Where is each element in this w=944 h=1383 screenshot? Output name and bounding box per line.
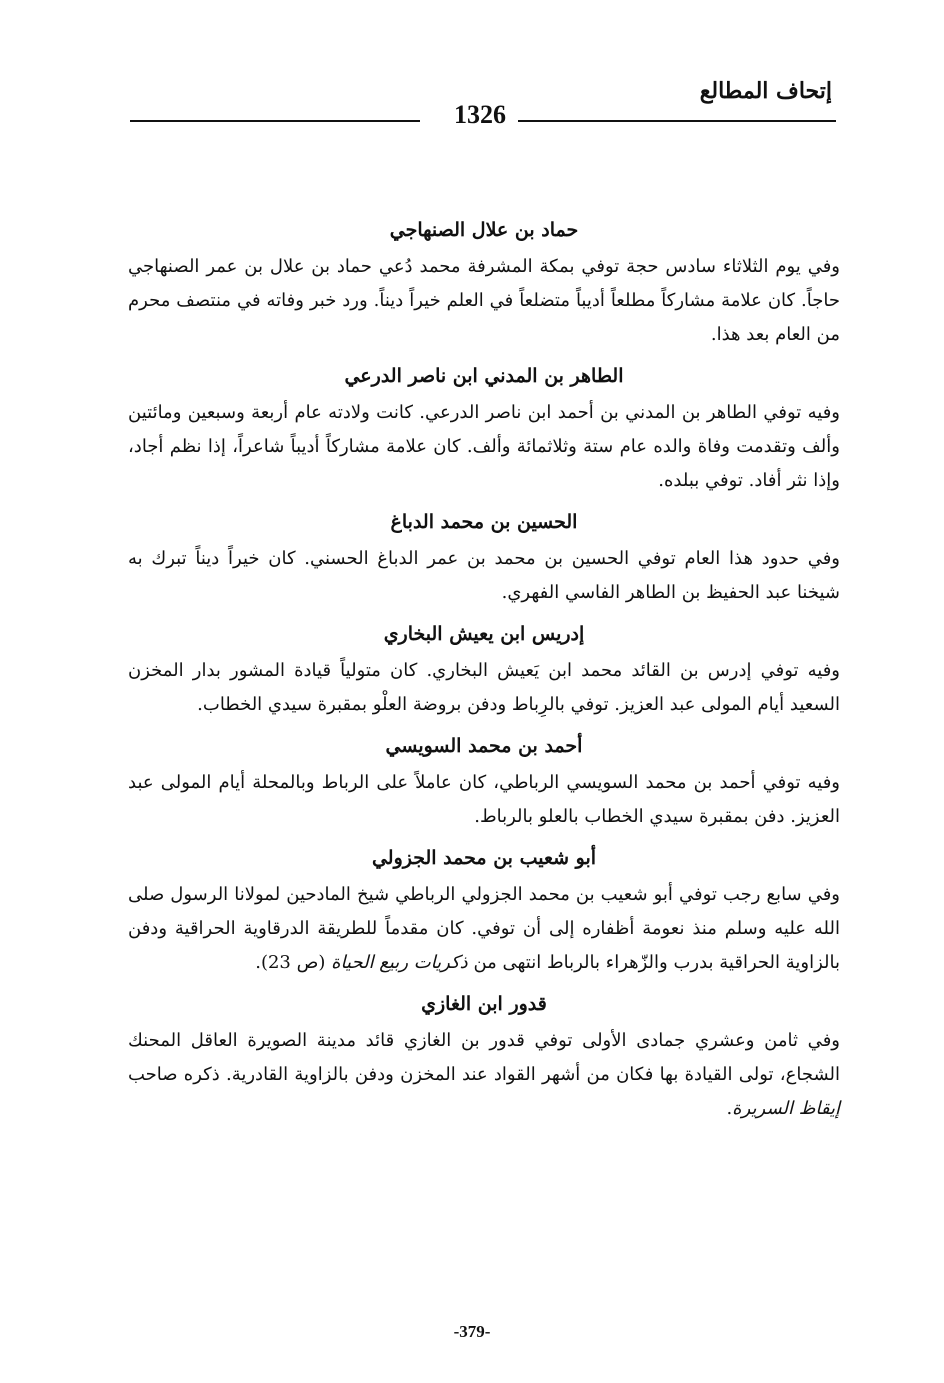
entry-abu-shuayb bbox=[128, 838, 840, 980]
entry-qaddur bbox=[128, 984, 840, 1126]
cited-book-title: ذكريات ربيع الحياة bbox=[331, 952, 468, 973]
entry-body-tail: . bbox=[726, 1098, 733, 1119]
entry-body: وفيه توفي أحمد بن محمد السويسي الرباطي، كان عاملاً على الرباط وبالمحلة أيام المولى عبد العزيز. دفن بمقبرة سيدي الخطاب بالعلو بالرباط. bbox=[128, 772, 840, 827]
entry-body bbox=[128, 878, 840, 980]
entry-title: أحمد بن محمد السويسي bbox=[385, 735, 583, 757]
year-heading-row bbox=[130, 100, 836, 130]
entry-body: وفيه توفي إدرس بن القائد محمد ابن يَعيش البخاري. كان متولياً قيادة المشور بدار المخزن السعيد أيام المولى عبد العزيز. توفي بالرِباط ودفن بروضة العلْو بمقبرة سيدي الخطاب. bbox=[128, 660, 840, 715]
entry-idris bbox=[128, 614, 840, 722]
heading-rule-right bbox=[518, 120, 836, 122]
entry-title: الحسين بن محمد الدباغ bbox=[390, 511, 578, 533]
heading-rule-left bbox=[130, 120, 420, 122]
page-content bbox=[128, 210, 840, 1130]
entry-hammad bbox=[128, 210, 840, 352]
entry-title: إدريس ابن يعيش البخاري bbox=[383, 623, 585, 645]
entry-body bbox=[128, 1024, 840, 1126]
running-head: إتحاف المطالع bbox=[699, 78, 832, 104]
entry-body-text: وفي سابع رجب توفي أبو شعيب بن محمد الجزولي الرباطي شيخ المادحين لمولانا الرسول صلى الله عليه وسلم منذ نعومة أظفاره إلى أن توفي. كان مقدماً للطريقة الدرقاوية الحراقية ودفن بالزاوية الحراقية بدرب والزّهراء بالرباط انتهى من bbox=[128, 884, 840, 973]
cited-book-title: إيقاظ السريرة bbox=[732, 1098, 840, 1119]
page-number: -379- bbox=[453, 1322, 491, 1341]
entry-body: وفي يوم الثلاثاء سادس حجة توفي بمكة المشرفة محمد دُعي حماد بن علال بن عمر الصنهاجي حاجاً. كان علامة مشاركاً مطلعاً أديباً متضلعاً في العلم خيراً ديناً. ورد خبر وفاته في منتصف محرم من العام بعد هذا. bbox=[128, 256, 840, 345]
entry-tahir bbox=[128, 356, 840, 498]
entry-body: وفيه توفي الطاهر بن المدني بن أحمد ابن ناصر الدرعي. كانت ولادته عام أربعة وسبعين ومائتين وألف وتقدمت وفاة والده عام ستة وثلاثمائة وألف. كان علامة مشاركاً أديباً شاعراً، إذا نظم أجاد، وإذا نثر أفاد. توفي ببلده. bbox=[128, 402, 840, 491]
entry-ahmad bbox=[128, 726, 840, 834]
entry-body: وفي حدود هذا العام توفي الحسين بن محمد بن عمر الدباغ الحسني. كان خيراً ديناً تبرك به شيخنا عبد الحفيظ بن الطاهر الفاسي الفهري. bbox=[128, 548, 840, 603]
entry-title: حماد بن علال الصنهاجي bbox=[389, 219, 579, 241]
entry-body-tail: (ص 23). bbox=[255, 952, 332, 973]
entry-title: الطاهر بن المدني ابن ناصر الدرعي bbox=[344, 365, 624, 387]
entry-title: أبو شعيب بن محمد الجزولي bbox=[371, 847, 597, 869]
year-heading: 1326 bbox=[454, 100, 506, 129]
entry-title: قدور ابن الغازي bbox=[421, 993, 547, 1015]
entry-husayn bbox=[128, 502, 840, 610]
entry-body-text: وفي ثامن وعشري جمادى الأولى توفي قدور بن الغازي قائد مدينة الصويرة العاقل المحنك الشجاع، تولى القيادة بها فكان من أشهر القواد عند المخزن ودفن بالزاوية القادرية. ذكره صاحب bbox=[128, 1030, 840, 1085]
